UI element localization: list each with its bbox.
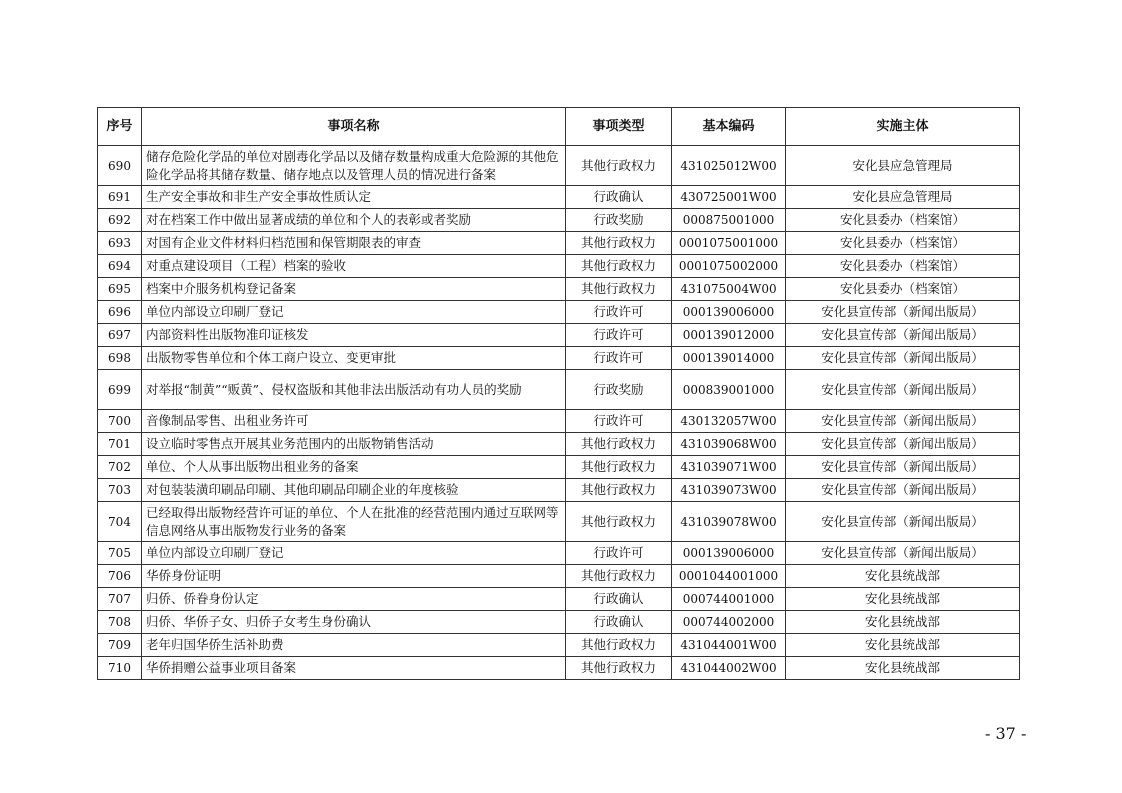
table-row (98, 347, 1020, 370)
header-serial: 序号 (98, 108, 142, 146)
row-item-name: 内部资料性出版物准印证核发 (142, 324, 566, 347)
header-basic-code: 基本编码 (672, 108, 786, 146)
table-row (98, 186, 1020, 209)
row-item-type: 行政确认 (566, 588, 672, 611)
row-item-type: 行政许可 (566, 324, 672, 347)
row-implementing-body: 安化县委办（档案馆） (786, 278, 1020, 301)
row-item-type: 其他行政权力 (566, 433, 672, 456)
row-implementing-body: 安化县委办（档案馆） (786, 209, 1020, 232)
row-serial: 696 (98, 301, 142, 324)
row-item-type: 其他行政权力 (566, 657, 672, 680)
row-basic-code: 431044001W00 (672, 634, 786, 657)
row-item-name: 档案中介服务机构登记备案 (142, 278, 566, 301)
row-basic-code: 431039073W00 (672, 479, 786, 502)
row-implementing-body: 安化县统战部 (786, 634, 1020, 657)
row-serial: 694 (98, 255, 142, 278)
row-serial: 709 (98, 634, 142, 657)
row-serial: 710 (98, 657, 142, 680)
row-item-name: 华侨身份证明 (142, 565, 566, 588)
table-row (98, 611, 1020, 634)
row-basic-code: 000139006000 (672, 301, 786, 324)
row-serial: 707 (98, 588, 142, 611)
row-item-type: 行政许可 (566, 347, 672, 370)
row-basic-code: 431039078W00 (672, 502, 786, 542)
row-implementing-body: 安化县委办（档案馆） (786, 255, 1020, 278)
row-basic-code: 431044002W00 (672, 657, 786, 680)
row-item-type: 行政奖励 (566, 370, 672, 410)
table-row (98, 232, 1020, 255)
row-item-name: 对在档案工作中做出显著成绩的单位和个人的表彰或者奖励 (142, 209, 566, 232)
table-row (98, 502, 1020, 542)
row-item-name: 单位、个人从事出版物出租业务的备案 (142, 456, 566, 479)
row-serial: 700 (98, 410, 142, 433)
header-implementing-body: 实施主体 (786, 108, 1020, 146)
row-basic-code: 000139006000 (672, 542, 786, 565)
row-basic-code: 431075004W00 (672, 278, 786, 301)
row-implementing-body: 安化县应急管理局 (786, 146, 1020, 186)
row-serial: 704 (98, 502, 142, 542)
table-row (98, 657, 1020, 680)
row-item-type: 行政确认 (566, 186, 672, 209)
row-serial: 699 (98, 370, 142, 410)
row-basic-code: 0001044001000 (672, 565, 786, 588)
row-item-name: 储存危险化学品的单位对剧毒化学品以及储存数量构成重大危险源的其他危险化学品将其储存数量、储存地点以及管理人员的情况进行备案 (142, 146, 566, 186)
row-implementing-body: 安化县应急管理局 (786, 186, 1020, 209)
row-implementing-body: 安化县宣传部（新闻出版局） (786, 456, 1020, 479)
row-item-type: 行政确认 (566, 611, 672, 634)
table-row (98, 433, 1020, 456)
row-implementing-body: 安化县宣传部（新闻出版局） (786, 410, 1020, 433)
row-implementing-body: 安化县宣传部（新闻出版局） (786, 324, 1020, 347)
row-item-type: 其他行政权力 (566, 479, 672, 502)
table-row (98, 542, 1020, 565)
row-implementing-body: 安化县宣传部（新闻出版局） (786, 542, 1020, 565)
row-serial: 701 (98, 433, 142, 456)
row-basic-code: 431025012W00 (672, 146, 786, 186)
row-item-name: 出版物零售单位和个体工商户设立、变更审批 (142, 347, 566, 370)
row-serial: 697 (98, 324, 142, 347)
row-implementing-body: 安化县委办（档案馆） (786, 232, 1020, 255)
table-row (98, 634, 1020, 657)
table-row (98, 301, 1020, 324)
row-item-type: 行政许可 (566, 301, 672, 324)
row-item-type: 其他行政权力 (566, 146, 672, 186)
row-implementing-body: 安化县宣传部（新闻出版局） (786, 370, 1020, 410)
table-row (98, 146, 1020, 186)
row-implementing-body: 安化县宣传部（新闻出版局） (786, 502, 1020, 542)
row-item-type: 其他行政权力 (566, 456, 672, 479)
row-basic-code: 430132057W00 (672, 410, 786, 433)
row-item-type: 其他行政权力 (566, 502, 672, 542)
row-implementing-body: 安化县宣传部（新闻出版局） (786, 433, 1020, 456)
row-implementing-body: 安化县统战部 (786, 565, 1020, 588)
table-row (98, 255, 1020, 278)
row-item-name: 对国有企业文件材料归档范围和保管期限表的审查 (142, 232, 566, 255)
row-basic-code: 430725001W00 (672, 186, 786, 209)
row-serial: 698 (98, 347, 142, 370)
row-item-name: 对包装装潢印刷品印刷、其他印刷品印刷企业的年度核验 (142, 479, 566, 502)
row-item-type: 行政奖励 (566, 209, 672, 232)
row-serial: 690 (98, 146, 142, 186)
row-item-type: 其他行政权力 (566, 255, 672, 278)
row-serial: 703 (98, 479, 142, 502)
row-basic-code: 000744001000 (672, 588, 786, 611)
table-row (98, 456, 1020, 479)
matters-table (97, 107, 1020, 680)
row-serial: 695 (98, 278, 142, 301)
row-item-name: 归侨、华侨子女、归侨子女考生身份确认 (142, 611, 566, 634)
table-row (98, 370, 1020, 410)
row-basic-code: 000744002000 (672, 611, 786, 634)
row-item-name: 单位内部设立印刷厂登记 (142, 301, 566, 324)
row-basic-code: 000139012000 (672, 324, 786, 347)
row-basic-code: 431039071W00 (672, 456, 786, 479)
row-item-type: 行政许可 (566, 410, 672, 433)
row-implementing-body: 安化县统战部 (786, 657, 1020, 680)
table-row (98, 588, 1020, 611)
table-row (98, 278, 1020, 301)
row-implementing-body: 安化县宣传部（新闻出版局） (786, 301, 1020, 324)
row-basic-code: 0001075001000 (672, 232, 786, 255)
row-basic-code: 0001075002000 (672, 255, 786, 278)
row-item-name: 华侨捐赠公益事业项目备案 (142, 657, 566, 680)
row-serial: 691 (98, 186, 142, 209)
row-basic-code: 431039068W00 (672, 433, 786, 456)
row-item-name: 设立临时零售点开展其业务范围内的出版物销售活动 (142, 433, 566, 456)
table-row (98, 410, 1020, 433)
row-serial: 708 (98, 611, 142, 634)
table-body (98, 146, 1020, 680)
header-row (98, 108, 1020, 146)
row-item-name: 老年归国华侨生活补助费 (142, 634, 566, 657)
row-serial: 702 (98, 456, 142, 479)
row-item-name: 音像制品零售、出租业务许可 (142, 410, 566, 433)
row-item-name: 已经取得出版物经营许可证的单位、个人在批准的经营范围内通过互联网等信息网络从事出版物发行业务的备案 (142, 502, 566, 542)
row-implementing-body: 安化县统战部 (786, 588, 1020, 611)
row-basic-code: 000139014000 (672, 347, 786, 370)
row-implementing-body: 安化县统战部 (786, 611, 1020, 634)
row-item-type: 其他行政权力 (566, 278, 672, 301)
table-row (98, 324, 1020, 347)
row-item-type: 其他行政权力 (566, 232, 672, 255)
row-item-type: 其他行政权力 (566, 634, 672, 657)
row-implementing-body: 安化县宣传部（新闻出版局） (786, 479, 1020, 502)
row-serial: 705 (98, 542, 142, 565)
row-serial: 706 (98, 565, 142, 588)
header-item-type: 事项类型 (566, 108, 672, 146)
row-implementing-body: 安化县宣传部（新闻出版局） (786, 347, 1020, 370)
row-serial: 693 (98, 232, 142, 255)
row-item-name: 单位内部设立印刷厂登记 (142, 542, 566, 565)
header-item-name: 事项名称 (142, 108, 566, 146)
table-row (98, 209, 1020, 232)
table-row (98, 565, 1020, 588)
row-item-name: 归侨、侨眷身份认定 (142, 588, 566, 611)
row-item-type: 其他行政权力 (566, 565, 672, 588)
row-item-name: 对举报“制黄”“贩黄”、侵权盗版和其他非法出版活动有功人员的奖励 (142, 370, 566, 410)
page-number: - 37 - (985, 724, 1027, 743)
row-basic-code: 000875001000 (672, 209, 786, 232)
row-item-type: 行政许可 (566, 542, 672, 565)
row-item-name: 对重点建设项目（工程）档案的验收 (142, 255, 566, 278)
row-basic-code: 000839001000 (672, 370, 786, 410)
row-item-name: 生产安全事故和非生产安全事故性质认定 (142, 186, 566, 209)
table-row (98, 479, 1020, 502)
row-serial: 692 (98, 209, 142, 232)
